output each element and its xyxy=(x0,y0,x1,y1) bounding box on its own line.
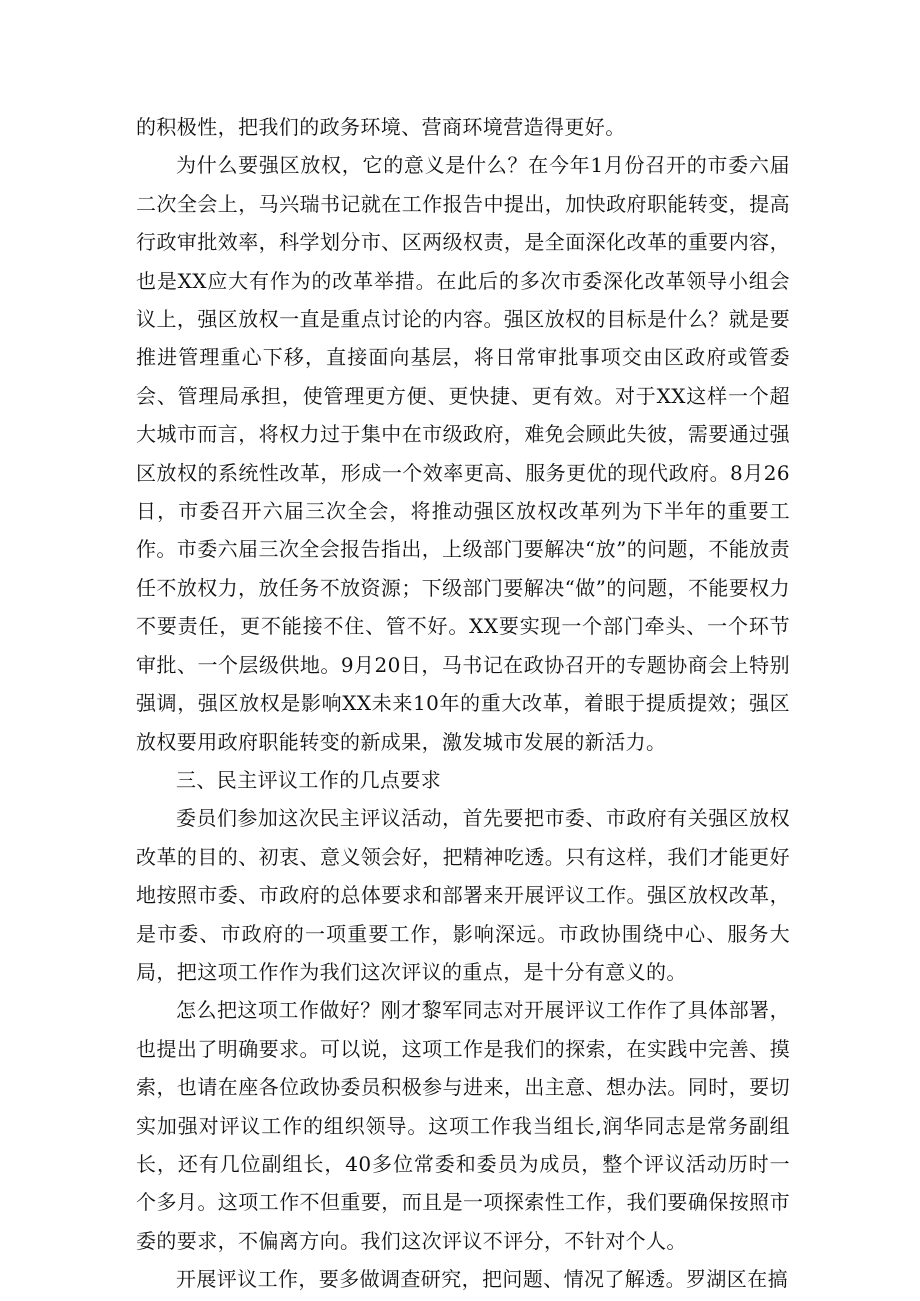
paragraph-understanding: 委员们参加这次民主评议活动，首先要把市委、市政府有关强区放权改革的目的、初衷、意义领会好，把精神吃透。只有这样，我们才能更好地按照市委、市政府的总体要求和部署来开展评议工作。强区放权改革，是市委、市政府的一项重要工作，影响深远。市政协围绕中心、服务大局，把这项工作作为我们这次评议的重点，是十分有意义的。 xyxy=(136,806,790,984)
paragraph-research: 开展评议工作，要多做调查研究，把问题、情况了解透。罗湖区在搞 xyxy=(176,1267,788,1292)
paragraph-significance: 为什么要强区放权，它的意义是什么？在今年1月份召开的市委六届二次全会上，马兴瑞书记就在工作报告中提出，加快政府职能转变，提高行政审批效率，科学划分市、区两级权责，是全面深化改革的重要内容，也是XX应大有作为的改革举措。在此后的多次市委深化改革领导小组会议上，强区放权一直是重点讨论的内容。强区放权的目标是什么？就是要推进管理重心下移，直接面向基层，将日常审批事项交由区政府或管委会、管理局承担，使管理更方便、更快捷、更有效。对于XX这样一个超大城市而言，将权力过于集中在市级政府，难免会顾此失彼，需要通过强区放权的系统性改革，形成一个效率更高、服务更优的现代政府。8月26日，市委召开六届三次全会，将推动强区放权改革列为下半年的重要工作。市委六届三次全会报告指出，上级部门要解决“放”的问题，不能放责任不放权力，放任务不放资源；下级部门要解决“做”的问题，不能要权力不要责任，更不能接不住、管不好。XX要实现一个部门牵头、一个环节审批、一个层级供地。9月20日，马书记在政协召开的专题协商会上特别强调，强区放权是影响XX未来10年的重大改革，着眼于提质提效；强区放权要用政府职能转变的新成果，激发城市发展的新活力。 xyxy=(136,153,790,754)
paragraph-organization: 怎么把这项工作做好？刚才黎军同志对开展评议工作作了具体部署，也提出了明确要求。可以说，这项工作是我们的探索，在实践中完善、摸索，也请在座各位政协委员积极参与进来，出主意、想办法。同时，要切实加强对评议工作的组织领导。这项工作我当组长,润华同志是常务副组长，还有几位副组长，40多位常委和委员为成员，整个评议活动历时一个多月。这项工作不但重要，而且是一项探索性工作，我们要确保按照市委的要求，不偏离方向。我们这次评议不评分，不针对个人。 xyxy=(136,998,790,1253)
section-heading-requirements: 三、民主评议工作的几点要求 xyxy=(176,767,442,792)
document-body xyxy=(136,108,790,1299)
paragraph-continuation: 的积极性，把我们的政务环境、营商环境营造得更好。 xyxy=(136,115,626,139)
